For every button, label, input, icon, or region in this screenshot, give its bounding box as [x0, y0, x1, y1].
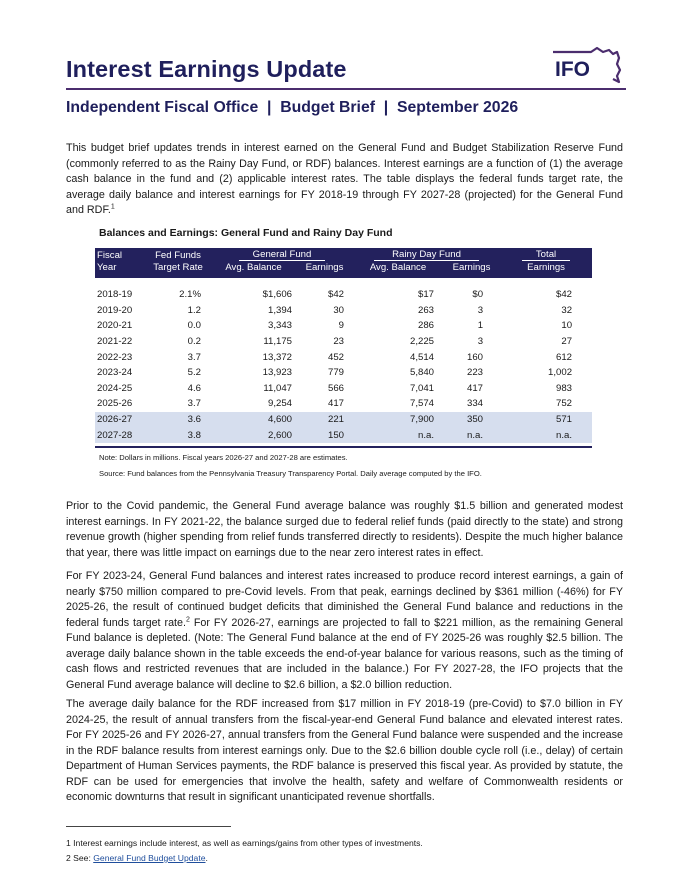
cell-gf-earnings: 566 — [328, 382, 345, 394]
cell-rate: 2.1% — [179, 289, 201, 301]
cell-gf-balance: 4,600 — [211, 412, 296, 428]
cell-rdf-earnings: n.a. — [443, 427, 500, 443]
cell-gf-earnings: 23 — [333, 336, 345, 348]
cell-gf-earnings: 779 — [328, 367, 345, 379]
table-title: Balances and Earnings: General Fund and Rainy Day Fund — [99, 227, 393, 239]
header-gf-earnings: Earnings — [296, 262, 353, 278]
cell-total-earnings: 752 — [556, 398, 573, 410]
cell-total-earnings: 10 — [561, 320, 573, 332]
cell-rate: 1.2 — [187, 304, 201, 316]
table-row — [95, 365, 592, 381]
cell-gf-balance: 11,047 — [263, 382, 292, 394]
header-rdf-earnings: Earnings — [443, 262, 500, 278]
header-rainy-day-fund: Rainy Day Fund — [353, 248, 500, 262]
cell-year: 2027-28 — [95, 427, 145, 443]
cell-gf-earnings: 417 — [328, 398, 345, 410]
cell-total-earnings: 612 — [556, 351, 573, 363]
balances-table — [95, 248, 592, 443]
cell-rdf-earnings: $0 — [472, 289, 484, 301]
cell-rdf-balance: 2,225 — [410, 336, 435, 348]
cell-gf-earnings: 221 — [296, 412, 353, 428]
page-subtitle: Independent Fiscal Office | Budget Brief | September 2026 — [66, 99, 519, 116]
header-gf-balance: Avg. Balance — [211, 262, 296, 278]
cell-rate: 3.7 — [187, 398, 201, 410]
cell-rdf-balance: 7,900 — [353, 412, 443, 428]
header-general-fund: General Fund — [211, 248, 353, 262]
cell-total-earnings: 571 — [500, 412, 592, 428]
cell-rdf-earnings: 350 — [443, 412, 500, 428]
cell-gf-balance: 3,343 — [267, 320, 292, 332]
cell-year: 2021-22 — [97, 336, 133, 348]
cell-rate: 3.6 — [145, 412, 211, 428]
table-row — [95, 334, 592, 350]
footnote-rule — [66, 826, 231, 827]
table-row — [95, 381, 592, 397]
header-rdf-balance: Avg. Balance — [353, 262, 443, 278]
cell-gf-earnings: 150 — [296, 427, 353, 443]
paragraph-gf-earnings: For FY 2023-24, General Fund balances and interest rates increased to produce record interest earnings, a gain of nearly $750 million compared to pre-Covid levels. From that peak, earnings declined by $361 million (-46%) for FY 2025-26, the result of continued budget deficits that diminished the General Fund balance and reductions in the federal funds target rate.$^2$ For FY 2026-27, earnings are projected to fall to $221 million, as the remaining General Fund balance is depleted. (Note: The General Fund balance at the end of FY 2025-26 was roughly $2.5 billion. The average daily balance shown in the table exceeds the end-of-year balance for various reasons, such as the timing of cash flows and restricted revenues that are included in the balance.) For FY 2027-28, the IFO projects that the General Fund average balance will decline to $2.6 billion, a $2.0 billion reduction. — [66, 570, 623, 691]
cell-gf-balance: 9,254 — [267, 398, 292, 410]
cell-gf-balance: 1,394 — [267, 304, 292, 316]
table-row-estimate — [95, 427, 592, 443]
header-year: Year — [95, 262, 145, 278]
cell-year: 2024-25 — [97, 382, 133, 394]
table-row — [95, 349, 592, 365]
cell-gf-balance: 11,175 — [263, 336, 292, 348]
footnote-ref-1: 1 — [110, 203, 115, 211]
cell-rdf-earnings: 3 — [477, 304, 484, 316]
table-bottom-rule — [95, 446, 592, 448]
title-rule — [66, 88, 626, 90]
cell-rate: 3.8 — [145, 427, 211, 443]
cell-rdf-earnings: 417 — [467, 382, 484, 394]
cell-total-earnings: 32 — [561, 304, 573, 316]
general-fund-budget-update-link[interactable]: General Fund Budget Update — [93, 853, 206, 863]
cell-total-earnings: 1,002 — [548, 367, 573, 379]
footnote-1: 1 Interest earnings include interest, as well as earnings/gains from other types of investments. — [66, 838, 423, 848]
cell-total-earnings: n.a. — [500, 427, 592, 443]
cell-rate: 0.0 — [187, 320, 201, 332]
cell-rdf-balance: 5,840 — [410, 367, 435, 379]
table-header-row — [95, 248, 592, 262]
cell-rdf-earnings: 223 — [467, 367, 484, 379]
cell-rdf-balance: $17 — [418, 289, 435, 301]
header-target-rate: Target Rate — [145, 262, 211, 278]
cell-rdf-balance: 7,041 — [410, 382, 435, 394]
cell-year: 2018-19 — [97, 289, 133, 301]
header-total-earnings: Earnings — [500, 262, 592, 278]
cell-gf-balance: 13,923 — [262, 367, 292, 379]
cell-rdf-earnings: 3 — [477, 336, 484, 348]
cell-total-earnings: 983 — [556, 382, 573, 394]
intro-paragraph: This budget brief updates trends in interest earned on the General Fund and Budget Stabilization Reserve Fund (commonly referred to as the Rainy Day Fund, or RDF) balances. Interest earnings are a function of (1) the average cash balance in the fund and (2) applicable interest rates. The table displays the federal funds target rate, the average daily balance and interest earnings for FY 2018-19 through FY 2027-28 (projected) for the General Fund and RDF.$^1$ — [66, 142, 623, 216]
table-row — [95, 396, 592, 412]
cell-year: 2026-27 — [95, 412, 145, 428]
cell-gf-balance: $1,606 — [262, 289, 292, 301]
cell-gf-earnings: 9 — [338, 320, 345, 332]
cell-rdf-balance: 4,514 — [410, 351, 435, 363]
cell-rdf-balance: 286 — [418, 320, 435, 332]
table-source: Source: Fund balances from the Pennsylvania Treasury Transparency Portal. Daily average computed by the IFO. — [99, 469, 482, 478]
cell-gf-balance: 2,600 — [211, 427, 296, 443]
header-fed-funds: Fed Funds — [145, 248, 211, 262]
ifo-logo — [551, 46, 623, 84]
cell-rate: 3.7 — [187, 351, 201, 363]
cell-rate: 4.6 — [187, 382, 201, 394]
cell-rdf-balance: 7,574 — [410, 398, 435, 410]
svg-text:IFO: IFO — [555, 58, 590, 81]
cell-year: 2025-26 — [97, 398, 133, 410]
cell-gf-earnings: 30 — [333, 304, 345, 316]
page-title: Interest Earnings Update — [66, 56, 347, 82]
footnote-2: 2 See: General Fund Budget Update. — [66, 853, 208, 863]
cell-gf-earnings: $42 — [328, 289, 345, 301]
table-row — [95, 303, 592, 319]
cell-total-earnings: 27 — [561, 336, 573, 348]
header-total: Total — [500, 248, 592, 262]
cell-year: 2023-24 — [97, 367, 133, 379]
table-subheader-row — [95, 262, 592, 278]
cell-rate: 5.2 — [187, 367, 201, 379]
cell-year: 2022-23 — [97, 351, 133, 363]
cell-rdf-balance: 263 — [418, 304, 435, 316]
paragraph-covid: Prior to the Covid pandemic, the General Fund average balance was roughly $1.5 billion and generated modest interest earnings. In FY 2021-22, the balance surged due to federal relief funds (paid directly to the state) and strong revenue growth (higher spending from relief funds transferred directly to residents). Despite the much higher balance that year, there was little impact on earnings due to the near zero interest rates in effect. — [66, 500, 623, 559]
cell-total-earnings: $42 — [556, 289, 573, 301]
cell-rate: 0.2 — [187, 336, 201, 348]
cell-gf-balance: 13,372 — [262, 351, 292, 363]
cell-gf-earnings: 452 — [328, 351, 345, 363]
cell-year: 2019-20 — [97, 304, 133, 316]
table-row — [95, 278, 592, 303]
paragraph-rdf: The average daily balance for the RDF increased from $17 million in FY 2018-19 (pre-Covid) to $7.0 billion in FY 2024-25, the result of annual transfers from the fiscal-year-end General Fund balance and elevated interest rates. For FY 2025-26 and FY 2026-27, annual transfers from the General Fund balance were suspended and the increase in the RDF balance results from interest earnings only. Due to the $2.6 billion double cycle roll (i.e., delay) of certain Department of Human Services payments, the RDF balance is preserved this fiscal year. As provided by statute, the RDF can be used for emergencies that involve the health, safety and welfare of Commonwealth residents or economic downturns that result in significant unanticipated revenue shortfalls. — [66, 698, 623, 803]
cell-rdf-earnings: 160 — [467, 351, 484, 363]
cell-rdf-balance: n.a. — [353, 427, 443, 443]
header-fiscal: Fiscal — [95, 248, 145, 262]
table-row-estimate — [95, 412, 592, 428]
footnote-ref-2: 2 — [186, 615, 190, 623]
cell-rdf-earnings: 334 — [467, 398, 484, 410]
table-note: Note: Dollars in millions. Fiscal years 2026-27 and 2027-28 are estimates. — [99, 453, 348, 462]
table-row — [95, 318, 592, 334]
cell-year: 2020-21 — [97, 320, 133, 332]
cell-rdf-earnings: 1 — [477, 320, 484, 332]
